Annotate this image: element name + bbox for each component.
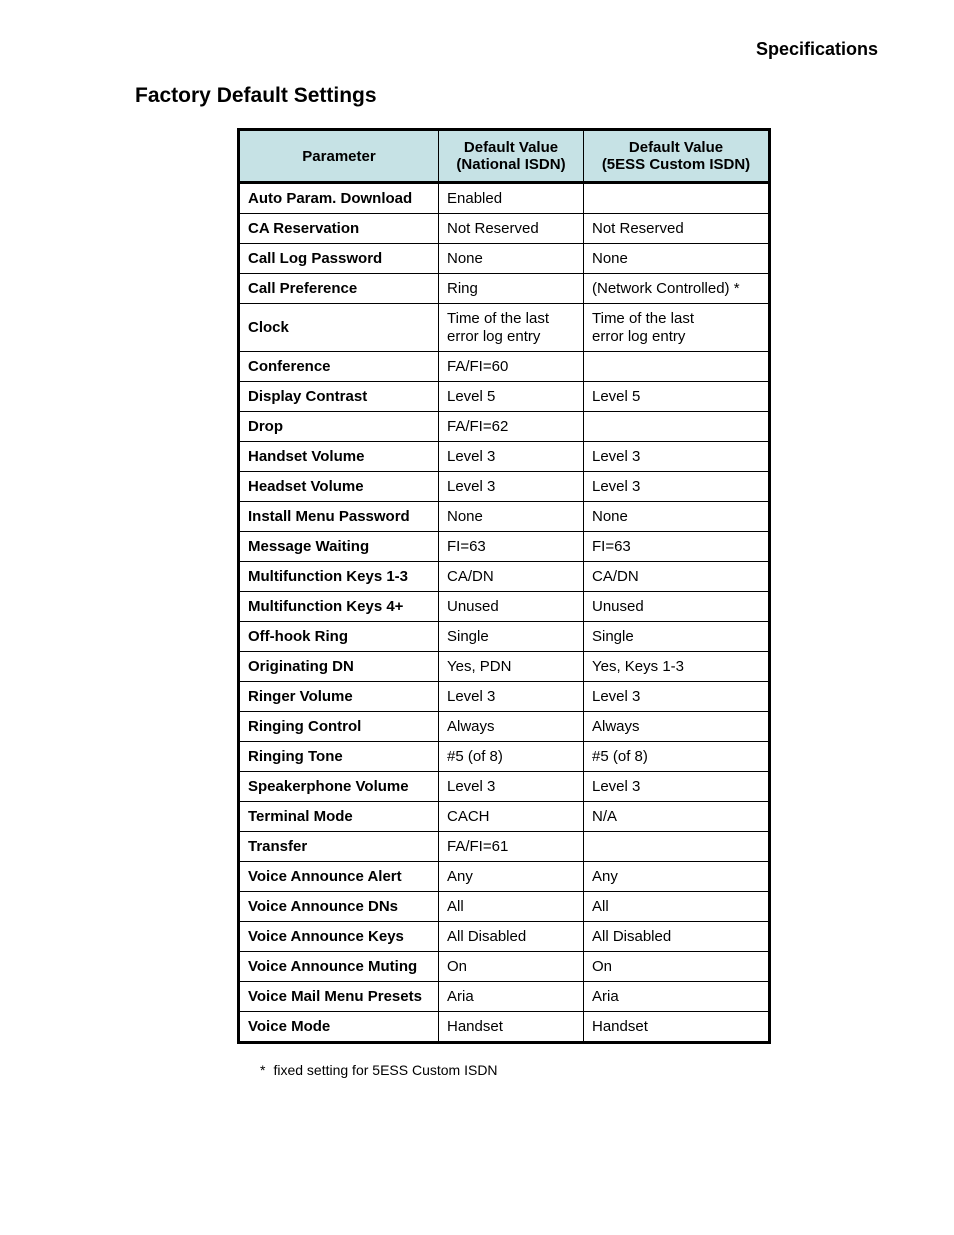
national-value-cell: FA/FI=60 <box>439 352 584 382</box>
national-value-cell: FA/FI=61 <box>439 832 584 862</box>
custom-value-cell: Level 3 <box>584 442 770 472</box>
parameter-cell: Multifunction Keys 1-3 <box>239 562 439 592</box>
table-row <box>239 352 770 382</box>
parameter-cell: Drop <box>239 412 439 442</box>
custom-value-cell <box>584 352 770 382</box>
table-row <box>239 183 770 214</box>
parameter-cell: Call Log Password <box>239 244 439 274</box>
custom-value-cell: All Disabled <box>584 922 770 952</box>
parameter-cell: Display Contrast <box>239 382 439 412</box>
parameter-cell: Handset Volume <box>239 442 439 472</box>
parameter-cell: Clock <box>239 304 439 352</box>
custom-value-cell: FI=63 <box>584 532 770 562</box>
custom-value-cell: Level 5 <box>584 382 770 412</box>
factory-defaults-table-wrap <box>237 128 771 1044</box>
national-value-cell: None <box>439 244 584 274</box>
national-value-cell: Yes, PDN <box>439 652 584 682</box>
column-header-parameter: Parameter <box>239 130 439 183</box>
custom-value-cell: #5 (of 8) <box>584 742 770 772</box>
footnote-text: fixed setting for 5ESS Custom ISDN <box>273 1062 498 1078</box>
national-value-cell: FA/FI=62 <box>439 412 584 442</box>
table-row <box>239 892 770 922</box>
custom-value-cell: CA/DN <box>584 562 770 592</box>
table-row <box>239 274 770 304</box>
parameter-cell: Voice Announce Keys <box>239 922 439 952</box>
table-row <box>239 862 770 892</box>
table-row <box>239 682 770 712</box>
national-value-cell: Unused <box>439 592 584 622</box>
national-value-cell: Aria <box>439 982 584 1012</box>
parameter-cell: CA Reservation <box>239 214 439 244</box>
parameter-cell: Headset Volume <box>239 472 439 502</box>
table-row <box>239 244 770 274</box>
table-row <box>239 304 770 352</box>
running-head: Specifications <box>755 39 878 59</box>
table-row <box>239 1012 770 1043</box>
parameter-cell: Off-hook Ring <box>239 622 439 652</box>
parameter-cell: Install Menu Password <box>239 502 439 532</box>
parameter-cell: Voice Mode <box>239 1012 439 1043</box>
table-row <box>239 832 770 862</box>
page-title: Factory Default Settings <box>135 84 377 107</box>
table-row <box>239 772 770 802</box>
footnote <box>260 1062 498 1078</box>
custom-value-cell <box>584 183 770 214</box>
table-row <box>239 982 770 1012</box>
custom-value-cell: Level 3 <box>584 472 770 502</box>
national-value-cell: Level 5 <box>439 382 584 412</box>
parameter-cell: Originating DN <box>239 652 439 682</box>
custom-value-cell: All <box>584 892 770 922</box>
table-row <box>239 742 770 772</box>
table-row <box>239 502 770 532</box>
national-value-cell: Ring <box>439 274 584 304</box>
parameter-cell: Conference <box>239 352 439 382</box>
parameter-cell: Ringer Volume <box>239 682 439 712</box>
table-row <box>239 922 770 952</box>
table-body <box>239 183 770 1043</box>
national-value-cell: On <box>439 952 584 982</box>
table-row <box>239 472 770 502</box>
custom-value-cell: Single <box>584 622 770 652</box>
custom-value-cell: Time of the last error log entry <box>584 304 770 352</box>
table-row <box>239 712 770 742</box>
national-value-cell: CACH <box>439 802 584 832</box>
national-value-cell: Always <box>439 712 584 742</box>
factory-defaults-table <box>237 128 771 1044</box>
table-row <box>239 802 770 832</box>
custom-value-cell: Not Reserved <box>584 214 770 244</box>
parameter-cell: Message Waiting <box>239 532 439 562</box>
parameter-cell: Voice Announce Muting <box>239 952 439 982</box>
national-value-cell: #5 (of 8) <box>439 742 584 772</box>
custom-value-cell: (Network Controlled) * <box>584 274 770 304</box>
national-value-cell: Level 3 <box>439 682 584 712</box>
national-value-cell: None <box>439 502 584 532</box>
parameter-cell: Multifunction Keys 4+ <box>239 592 439 622</box>
national-value-cell: All <box>439 892 584 922</box>
national-value-cell: Level 3 <box>439 472 584 502</box>
national-value-cell: Level 3 <box>439 442 584 472</box>
national-value-cell: Enabled <box>439 183 584 214</box>
national-value-cell: Handset <box>439 1012 584 1043</box>
national-value-cell: Any <box>439 862 584 892</box>
custom-value-cell: None <box>584 502 770 532</box>
national-value-cell: Time of the last error log entry <box>439 304 584 352</box>
custom-value-cell: Any <box>584 862 770 892</box>
table-row <box>239 562 770 592</box>
custom-value-cell: Level 3 <box>584 772 770 802</box>
national-value-cell: CA/DN <box>439 562 584 592</box>
parameter-cell: Voice Announce DNs <box>239 892 439 922</box>
parameter-cell: Speakerphone Volume <box>239 772 439 802</box>
parameter-cell: Ringing Tone <box>239 742 439 772</box>
parameter-cell: Terminal Mode <box>239 802 439 832</box>
footnote-marker: * <box>260 1062 266 1078</box>
table-row <box>239 382 770 412</box>
custom-value-cell: Yes, Keys 1-3 <box>584 652 770 682</box>
table-row <box>239 442 770 472</box>
table-row <box>239 592 770 622</box>
column-header-custom: Default Value (5ESS Custom ISDN) <box>584 130 770 183</box>
parameter-cell: Transfer <box>239 832 439 862</box>
parameter-cell: Voice Mail Menu Presets <box>239 982 439 1012</box>
custom-value-cell: Always <box>584 712 770 742</box>
custom-value-cell: On <box>584 952 770 982</box>
custom-value-cell: None <box>584 244 770 274</box>
custom-value-cell: Unused <box>584 592 770 622</box>
table-row <box>239 214 770 244</box>
custom-value-cell: Level 3 <box>584 682 770 712</box>
column-header-national: Default Value (National ISDN) <box>439 130 584 183</box>
national-value-cell: Level 3 <box>439 772 584 802</box>
national-value-cell: FI=63 <box>439 532 584 562</box>
parameter-cell: Ringing Control <box>239 712 439 742</box>
national-value-cell: Single <box>439 622 584 652</box>
custom-value-cell <box>584 832 770 862</box>
table-row <box>239 532 770 562</box>
table-row <box>239 652 770 682</box>
custom-value-cell: Handset <box>584 1012 770 1043</box>
table-row <box>239 622 770 652</box>
national-value-cell: All Disabled <box>439 922 584 952</box>
table-row <box>239 412 770 442</box>
parameter-cell: Call Preference <box>239 274 439 304</box>
national-value-cell: Not Reserved <box>439 214 584 244</box>
table-row <box>239 952 770 982</box>
parameter-cell: Voice Announce Alert <box>239 862 439 892</box>
table-header-row <box>239 130 770 183</box>
parameter-cell: Auto Param. Download <box>239 183 439 214</box>
custom-value-cell <box>584 412 770 442</box>
custom-value-cell: Aria <box>584 982 770 1012</box>
table-header <box>239 130 770 183</box>
custom-value-cell: N/A <box>584 802 770 832</box>
